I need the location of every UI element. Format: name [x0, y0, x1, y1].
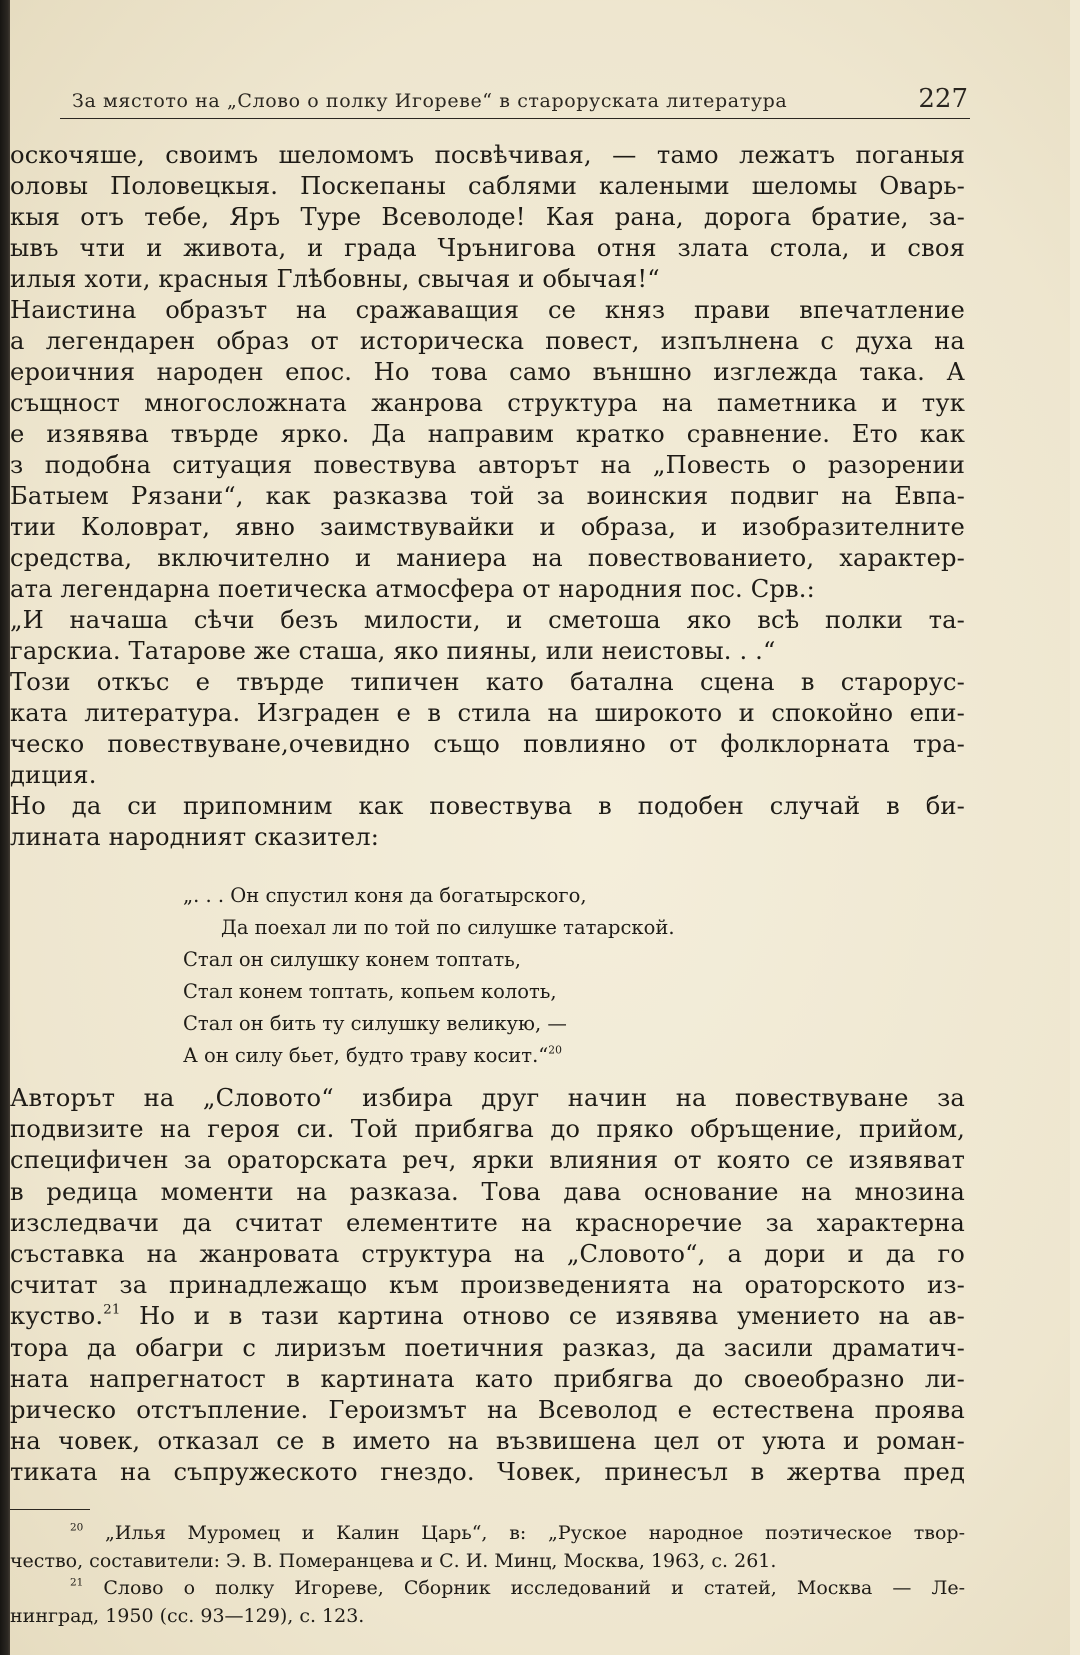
text-line: тиката на съпружеското гнездо. Човек, принесъл в жертва пред: [10, 1458, 965, 1487]
text-fragment: Но и в тази картина отново се изявява умението на ав-: [120, 1302, 965, 1331]
poem-line: Да поехал ли по той по силушке татарской.: [221, 916, 675, 939]
text-line: ческо повествуване,очевидно също повлияно от фолклорната тра-: [10, 730, 965, 758]
footnote-21-cont: нинград, 1950 (сс. 93—129), с. 123.: [10, 1604, 365, 1627]
text-line: лината народният сказител:: [10, 823, 380, 851]
text-line: средства, включително и маниера на повествованието, характер-: [10, 544, 965, 572]
text-line: подвизите на героя си. Той прибягва до пряко обръщение, прийом,: [10, 1115, 965, 1144]
footnote-number: 21: [70, 1576, 84, 1589]
footnote-text: Слово о полку Игореве, Сборник исследований и статей, Москва — Ле-: [83, 1577, 965, 1599]
poem-line: „. . . Он спустил коня да богатырского,: [183, 884, 587, 907]
text-line: а легендарен образ от историческа повест, изпълнена с духа на: [10, 327, 965, 355]
footnote-20: [10, 1520, 965, 1548]
text-line: з подобна ситуация повествува авторът на „Повесть о разорении: [10, 451, 965, 479]
footnote-ref-21: 21: [103, 1302, 121, 1318]
text-line: диция.: [10, 761, 97, 789]
text-line: изследвачи да считат елементите на красноречие за характерна: [10, 1208, 965, 1237]
footnote-20-cont: чество, составители: Э. В. Померанцева и С. И. Минц, Москва, 1963, с. 261.: [10, 1549, 777, 1572]
text-line: гарскиа. Татарове же сташа, яко пияны, или неистовы. . .“: [10, 637, 776, 665]
text-line: рическо отстъпление. Героизмът на Всеволод е естествена проява: [10, 1396, 965, 1425]
text-line: е изявява твърде ярко. Да направим кратко сравнение. Ето как: [10, 420, 965, 448]
text-line: Наистина образът на сражаващия се княз прави впечатление: [10, 296, 965, 324]
body-text-upper: [10, 140, 965, 853]
poem-line-text: А он силу бьет, будто траву косит.“: [183, 1044, 549, 1067]
text-line: Този откъс е твърде типичен като батална сцена в старорус-: [10, 668, 965, 696]
text-line: оловы Половецкыя. Поскепаны саблями калеными шеломы Оварь-: [10, 172, 965, 200]
poem-line: Стал он бить ту силушку великую, —: [183, 1012, 567, 1035]
footnotes: [10, 1520, 965, 1630]
text-line: ероичния народен епос. Но това само външно изглежда така. А: [10, 358, 965, 386]
text-line: тора да обагри с лиризъм поетичния разказ, да засили драматич-: [10, 1333, 965, 1362]
poem-line: [183, 1040, 783, 1072]
text-line: [10, 1301, 965, 1332]
footnote-number: 20: [70, 1521, 84, 1534]
text-line: ата легендарна поетическа атмосфера от народния пос. Срв.:: [10, 575, 815, 603]
body-text-lower: [10, 1083, 965, 1489]
text-line: в редица моменти на разказа. Това дава основание на мнозина: [10, 1177, 965, 1206]
poem-line: Стал конем топтать, копьем колоть,: [183, 980, 557, 1003]
text-line: Но да си припомним как повествува в подобен случай в би-: [10, 792, 965, 820]
text-line: оскочяше, своимъ шеломомъ посвѣчивая, — тамо лежатъ поганыя: [10, 141, 965, 169]
footnote-ref-20: 20: [548, 1043, 562, 1057]
page-number: 227: [918, 84, 968, 114]
text-line: ната напрегнатост в картината като прибягва до своеобразно ли-: [10, 1364, 965, 1393]
text-fragment: куство.: [10, 1302, 104, 1331]
page-header: [72, 84, 968, 118]
text-line: ката литература. Изграден е в стила на широкото и спокойно епи-: [10, 699, 965, 727]
text-line: същност многосложната жанрова структура на паметника и тук: [10, 389, 965, 417]
text-line: специфичен за ораторската реч, ярки влияния от която се изявяват: [10, 1146, 965, 1175]
footnote-rule: [10, 1509, 90, 1510]
text-line: съставка на жанровата структура на „Словото“, а дори и да го: [10, 1240, 965, 1269]
text-line: илыя хоти, красныя Глѣбовны, свычая и обычая!“: [10, 265, 660, 293]
running-title: За мястото на „Слово о полку Игореве“ в староруската литература: [72, 90, 788, 112]
text-line: тии Коловрат, явно заимствувайки и образа, и изобразителните: [10, 513, 965, 541]
text-line: Авторът на „Словото“ избира друг начин на повествуване за: [10, 1084, 965, 1112]
poem-line: Стал он силушку конем топтать,: [183, 948, 521, 971]
poem-quotation: [183, 880, 783, 1072]
text-line: Батыем Рязани“, как разказва той за воинския подвиг на Евпа-: [10, 482, 965, 510]
text-line: „И начаша сѣчи безъ милости, и сметоша яко всѣ полки та-: [10, 606, 965, 634]
text-line: ывъ чти и живота, и града Чрънигова отня злата стола, и своя: [10, 234, 965, 262]
header-rule: [60, 118, 970, 119]
text-line: считат за принадлежащо към произведенията на ораторското из-: [10, 1271, 965, 1300]
footnote-21: [10, 1575, 965, 1603]
footnote-text: „Илья Муромец и Калин Царь“, в: „Руское народное поэтическое твор-: [83, 1522, 965, 1544]
text-line: на човек, отказал се в името на възвишена цел от уюта и роман-: [10, 1427, 965, 1456]
text-line: кыя отъ тебе, Яръ Туре Всеволоде! Кая рана, дорога братие, за-: [10, 203, 965, 231]
